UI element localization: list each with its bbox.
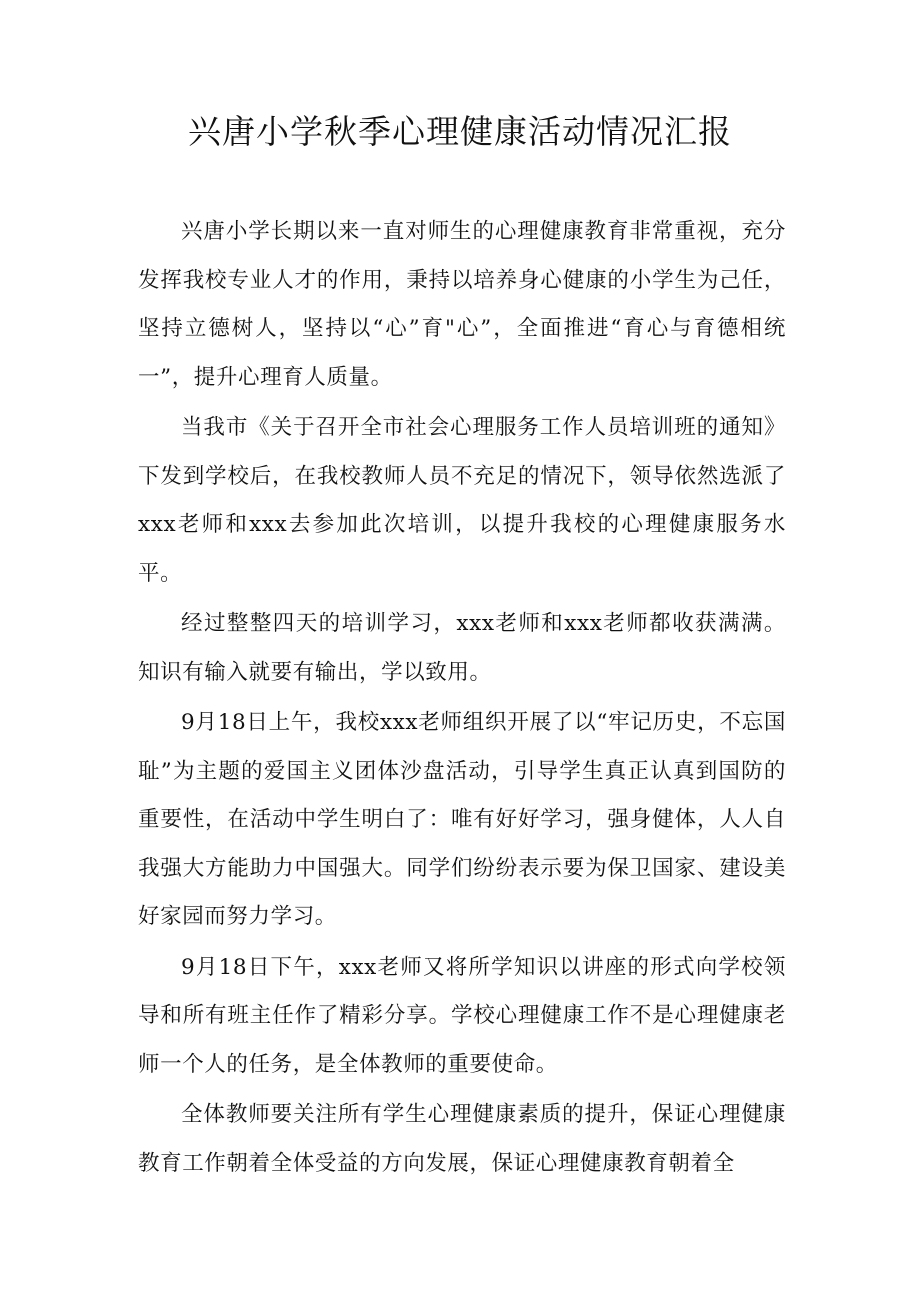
paragraph: 全体教师要关注所有学生心理健康素质的提升，保证心理健康教育工作朝着全体受益的方向发展，保证心理健康教育朝着全 bbox=[138, 1102, 786, 1176]
paragraph: 9月18日下午，xxx老师又将所学知识以讲座的形式向学校领导和所有班主任作了精彩分享。学校心理健康工作不是心理健康老师一个人的任务，是全体教师的重要使命。 bbox=[138, 954, 786, 1077]
document-body bbox=[138, 208, 786, 1190]
paragraph: 当我市《关于召开全市社会心理服务工作人员培训班的通知》下发到学校后，在我校教师人员不充足的情况下，领导依然选派了xxx老师和xxx去参加此次培训，以提升我校的心理健康服务水平。 bbox=[138, 415, 786, 586]
document-title: 兴唐小学秋季心理健康活动情况汇报 bbox=[188, 112, 732, 151]
paragraph: 9月18日上午，我校xxx老师组织开展了以“牢记历史，不忘国耻”为主题的爱国主义团体沙盘活动，引导学生真正认真到国防的重要性，在活动中学生明白了：唯有好好学习，强身健体，人人自我强大方能助力中国强大。同学们纷纷表示要为保卫国家、建设美好家园而努力学习。 bbox=[138, 710, 786, 929]
paragraph: 兴唐小学长期以来一直对师生的心理健康教育非常重视，充分发挥我校专业人才的作用，秉持以培养身心健康的小学生为己任，坚持立德树人，坚持以“心”育"心”，全面推进“育心与育德相统一”，提升心理育人质量。 bbox=[138, 219, 786, 390]
paragraph: 经过整整四天的培训学习，xxx老师和xxx老师都收获满满。知识有输入就要有输出，学以致用。 bbox=[138, 611, 786, 685]
